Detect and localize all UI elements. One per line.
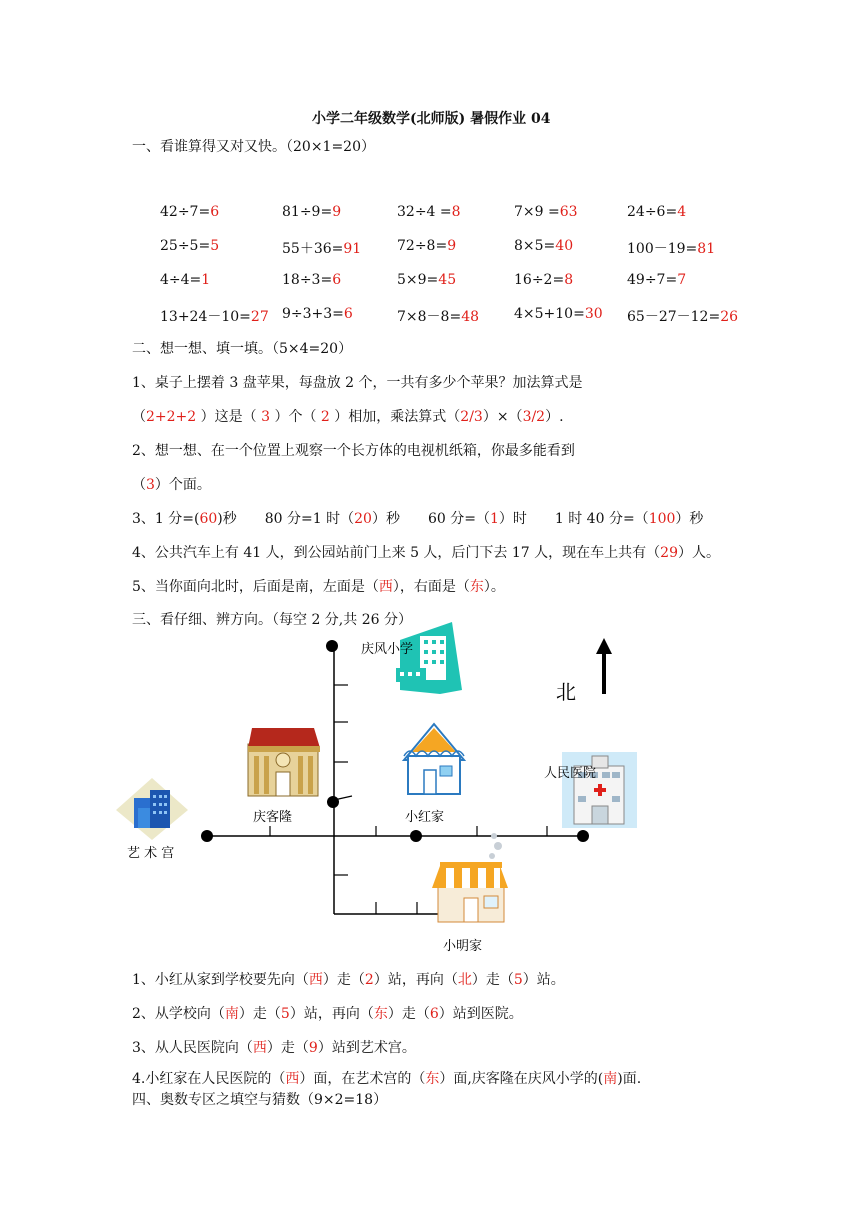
- xiaoming-label: 小明家: [443, 939, 483, 954]
- text: 2、从学校向（: [132, 1006, 225, 1022]
- s3-q1: [132, 969, 565, 989]
- cafe-icon: [432, 833, 508, 922]
- calc-question: 25÷5=: [160, 238, 211, 254]
- calc-answer: 7: [677, 272, 687, 288]
- house-icon: [404, 724, 464, 794]
- art-palace-icon: [116, 778, 188, 840]
- art-palace-label: 艺 术 宫: [127, 846, 175, 861]
- text: ）个（: [270, 409, 321, 425]
- calc-answer: 26: [720, 309, 739, 325]
- calc-answer: 91: [343, 241, 362, 257]
- calc-question: 81÷9=: [282, 204, 333, 220]
- calc-question: 55＋36=: [282, 241, 344, 257]
- hospital-dot: [577, 830, 589, 842]
- section1-heading: 一、看谁算得又对又快。（20×1=20）: [132, 139, 375, 155]
- section2-heading: 二、想一想、填一填。（5×4=20）: [132, 341, 353, 357]
- text: ）面,庆客隆在庆风小学的(: [439, 1071, 604, 1087]
- answer: 2: [364, 972, 374, 988]
- text: 3、从人民医院向（: [132, 1040, 253, 1056]
- calc-answer: 40: [555, 238, 574, 254]
- answer: 5: [280, 1006, 290, 1022]
- text: ），右面是（: [392, 579, 470, 595]
- calc-answer: 30: [584, 306, 603, 322]
- s3-q4: [132, 1068, 641, 1088]
- calc-question: 18÷3=: [282, 272, 333, 288]
- calc-answer: 6: [210, 204, 220, 220]
- text: 4、公共汽车上有 41 人，到公园站前门上来 5 人，后门下去 17 人，现在车上共有（: [132, 545, 661, 561]
- calc-question: 8×5=: [514, 238, 556, 254]
- text: 1、小红从家到学校要先向（: [132, 972, 309, 988]
- text: ）秒 60 分=（: [371, 511, 490, 527]
- calc-answer: 1: [201, 272, 211, 288]
- answer: 1: [489, 511, 499, 527]
- answer: 3/2: [522, 409, 546, 425]
- calc-question: 4×5+10=: [514, 306, 585, 322]
- text: ）.: [545, 409, 564, 425]
- text: 3、1 分=(: [132, 511, 200, 527]
- text: （: [132, 477, 146, 493]
- calc-question: 5×9=: [397, 272, 439, 288]
- calc-question: 7×9 =: [514, 204, 560, 220]
- text: ）走（: [266, 1040, 309, 1056]
- text: ）走（: [322, 972, 365, 988]
- calc-question: 4÷4=: [160, 272, 202, 288]
- answer: 北: [457, 972, 472, 988]
- store-icon: [248, 728, 320, 796]
- text: ）时 1 时 40 分=（: [498, 511, 649, 527]
- answer: 西: [285, 1071, 300, 1087]
- section4-heading: 四、奥数专区之填空与猜数（9×2=18）: [132, 1092, 388, 1108]
- s2-q1-line1: 1、桌子上摆着 3 盘苹果，每盘放 2 个，一共有多少个苹果？加法算式是: [132, 375, 583, 391]
- calc-answer: 5: [210, 238, 220, 254]
- calc-question: 7×8－8=: [397, 309, 462, 325]
- text: ）站，再向（: [373, 972, 458, 988]
- s2-q2-line1: 2、想一想、在一个位置上观察一个长方体的电视机纸箱，你最多能看到: [132, 443, 575, 459]
- s3-q3: [132, 1037, 416, 1057]
- text: ）人。: [677, 545, 720, 561]
- xiaohong-dot: [410, 830, 422, 842]
- answer: 南: [603, 1071, 618, 1087]
- text: )面.: [617, 1071, 642, 1087]
- answer: 20: [354, 511, 372, 527]
- answer: 东: [425, 1071, 440, 1087]
- text: ）×（: [482, 409, 523, 425]
- answer: 西: [378, 579, 393, 595]
- s3-q2: [132, 1003, 523, 1023]
- calc-question: 32÷4 =: [397, 204, 452, 220]
- answer: 2/3: [460, 409, 483, 425]
- text: ）站。: [522, 972, 565, 988]
- qingkelong-label: 庆客隆: [253, 810, 293, 825]
- calc-question: 9÷3+3=: [282, 306, 344, 322]
- calc-answer: 4: [677, 204, 687, 220]
- text: ）站到艺术宫。: [317, 1040, 416, 1056]
- answer: 东: [469, 579, 484, 595]
- text: ）。: [483, 579, 505, 595]
- school-icon: [396, 622, 462, 694]
- text: ）面，在艺术宫的（: [299, 1071, 426, 1087]
- answer: 60: [199, 511, 218, 527]
- answer: 西: [252, 1040, 267, 1056]
- answer: 29: [660, 545, 678, 561]
- answer: 9: [308, 1040, 318, 1056]
- calc-answer: 9: [332, 204, 342, 220]
- text: ）走（: [238, 1006, 281, 1022]
- calc-answer: 27: [250, 309, 269, 325]
- answer: 西: [308, 972, 323, 988]
- text: ）站，再向（: [289, 1006, 374, 1022]
- text: ）相加，乘法算式（: [329, 409, 461, 425]
- qingkelong-dot: [327, 796, 339, 808]
- art-palace-dot: [201, 830, 213, 842]
- text: （: [132, 409, 146, 425]
- answer: 3: [146, 477, 155, 493]
- calc-answer: 63: [559, 204, 578, 220]
- school-label: 庆风小学: [361, 642, 414, 657]
- xiaohong-label: 小红家: [405, 810, 445, 825]
- answer: 东: [373, 1006, 388, 1022]
- calc-question: 13+24－10=: [160, 309, 251, 325]
- text: ）走（: [471, 972, 514, 988]
- calc-question: 100－19=: [627, 241, 698, 257]
- answer: 6: [429, 1006, 439, 1022]
- text: 4.小红家在人民医院的（: [132, 1071, 286, 1087]
- calc-question: 16÷2=: [514, 272, 565, 288]
- text: 5、当你面向北时，后面是南，左面是（: [132, 579, 379, 595]
- calc-question: 42÷7=: [160, 204, 211, 220]
- answer: 3: [261, 409, 271, 425]
- text: ）这是（: [196, 409, 262, 425]
- text: ）秒: [675, 511, 704, 527]
- section3-heading: 三、看仔细、辨方向。（每空 2 分,共 26 分）: [132, 612, 412, 628]
- answer: 2: [320, 409, 330, 425]
- answer: 5: [513, 972, 523, 988]
- north-label: 北: [556, 680, 576, 704]
- calc-answer: 45: [438, 272, 457, 288]
- answer: 100: [648, 511, 676, 527]
- calc-answer: 48: [461, 309, 480, 325]
- hospital-label: 人民医院: [544, 766, 597, 781]
- calc-answer: 81: [697, 241, 716, 257]
- calc-question: 49÷7=: [627, 272, 678, 288]
- answer: 2+2+2: [146, 409, 197, 425]
- calc-question: 72÷8=: [397, 238, 448, 254]
- calc-question: 65－27－12=: [627, 309, 721, 325]
- answer: 南: [224, 1006, 239, 1022]
- calc-question: 24÷6=: [627, 204, 678, 220]
- calc-answer: 6: [343, 306, 353, 322]
- text: ）走（: [387, 1006, 430, 1022]
- calc-answer: 9: [447, 238, 457, 254]
- text: ）站到医院。: [438, 1006, 523, 1022]
- text: ）个面。: [154, 477, 211, 493]
- page-title: 小学二年级数学(北师版) 暑假作业 04: [312, 111, 551, 127]
- school-dot: [326, 640, 338, 652]
- calc-answer: 6: [332, 272, 342, 288]
- text: )秒 80 分=1 时（: [217, 511, 355, 527]
- calc-answer: 8: [564, 272, 574, 288]
- calc-answer: 8: [451, 204, 461, 220]
